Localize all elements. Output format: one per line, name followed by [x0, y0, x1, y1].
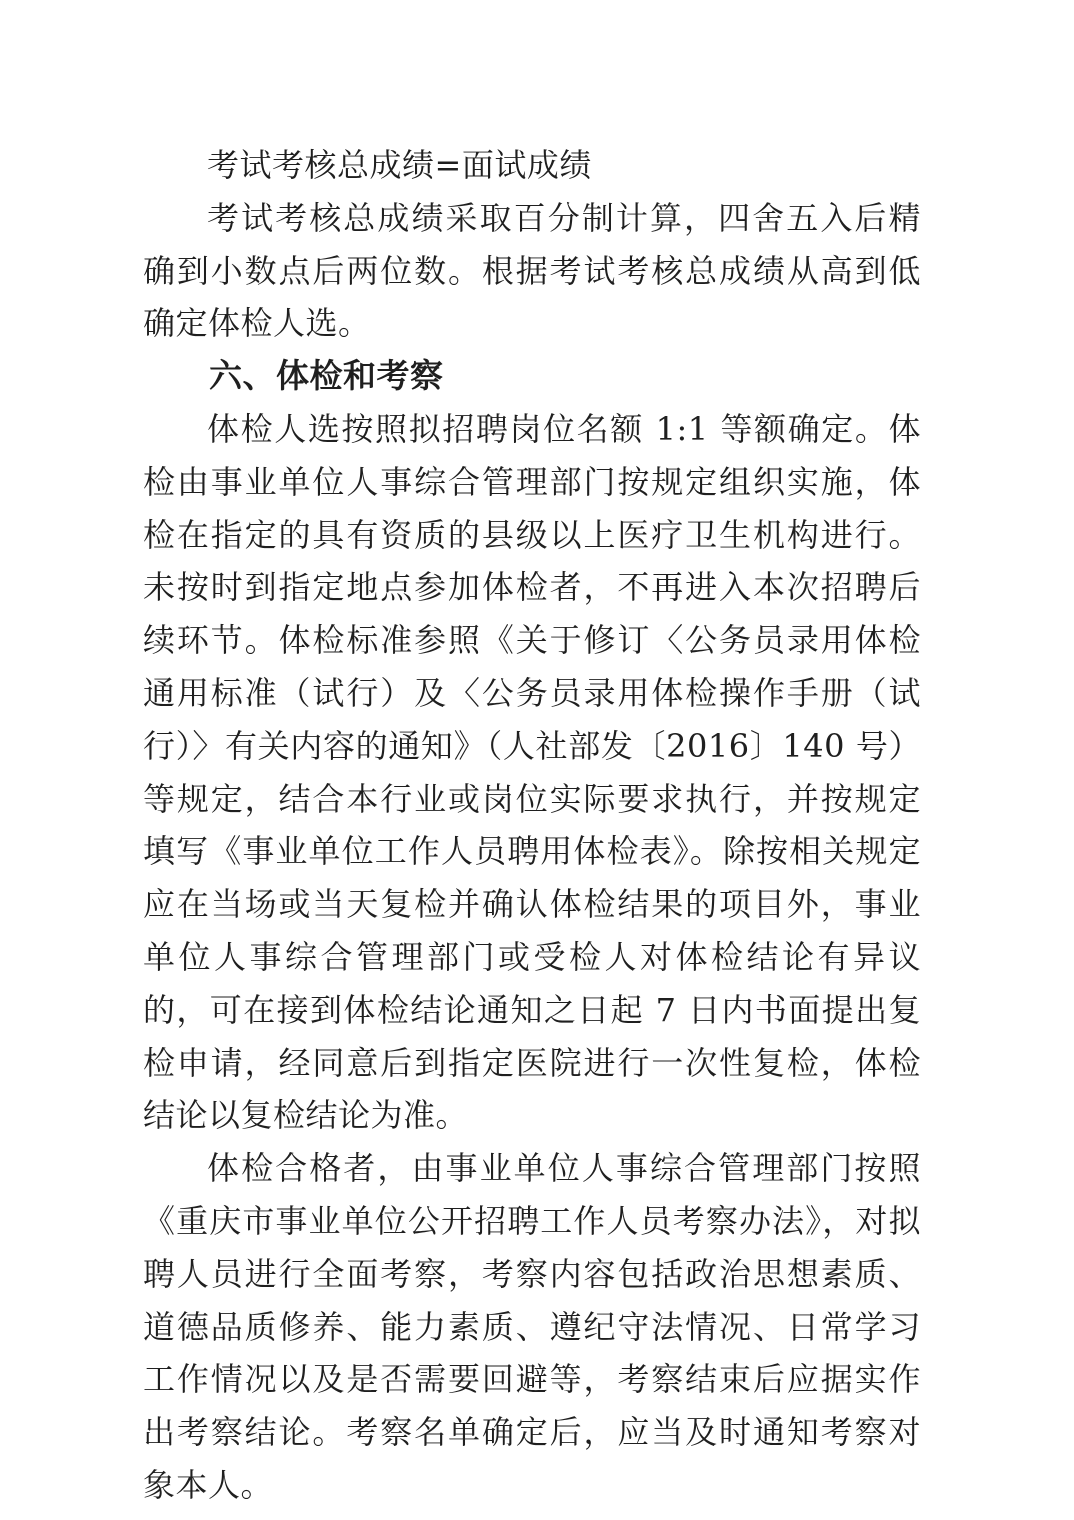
section-heading-exam-and-inspection: 六、体检和考察	[209, 356, 444, 396]
paragraph-physical-exam: 体检人选按照拟招聘岗位名额 1:1 等额确定。体检由事业单位人事综合管理部门按规定组织实施，体检在指定的具有资质的县级以上医疗卫生机构进行。未按时到指定地点参加体检者，不再进入本次招聘后续环节。体检标准参照《关于修订〈公务员录用体检通用标准（试行）及〈公务员录用体检操作手册（试行）〉有关内容的通知》（人社部发〔2016〕140 号）等规定，结合本行业或岗位实际要求执行，并按规定填写《事业单位工作人员聘用体检表》。除按相关规定应在当场或当天复检并确认体检结果的项目外，事业单位人事综合管理部门或受检人对体检结论有异议的，可在接到体检结论通知之日起 7 日内书面提出复检申请，经同意后到指定医院进行一次性复检，体检结论以复检结论为准。	[143, 409, 921, 1135]
paragraph-inspection: 体检合格者，由事业单位人事综合管理部门按照《重庆市事业单位公开招聘工作人员考察办法》，对拟聘人员进行全面考察，考察内容包括政治思想素质、道德品质修养、能力素质、遵纪守法情况、日常学习工作情况以及是否需要回避等，考察结束后应据实作出考察结论。考察名单确定后，应当及时通知考察对象本人。	[143, 1149, 921, 1504]
document-content	[143, 139, 921, 1512]
formula-line-total-score: 考试考核总成绩=面试成绩	[207, 146, 592, 184]
paragraph-scoring-rule: 考试考核总成绩采取百分制计算，四舍五入后精确到小数点后两位数。根据考试考核总成绩从高到低确定体检人选。	[143, 198, 921, 343]
